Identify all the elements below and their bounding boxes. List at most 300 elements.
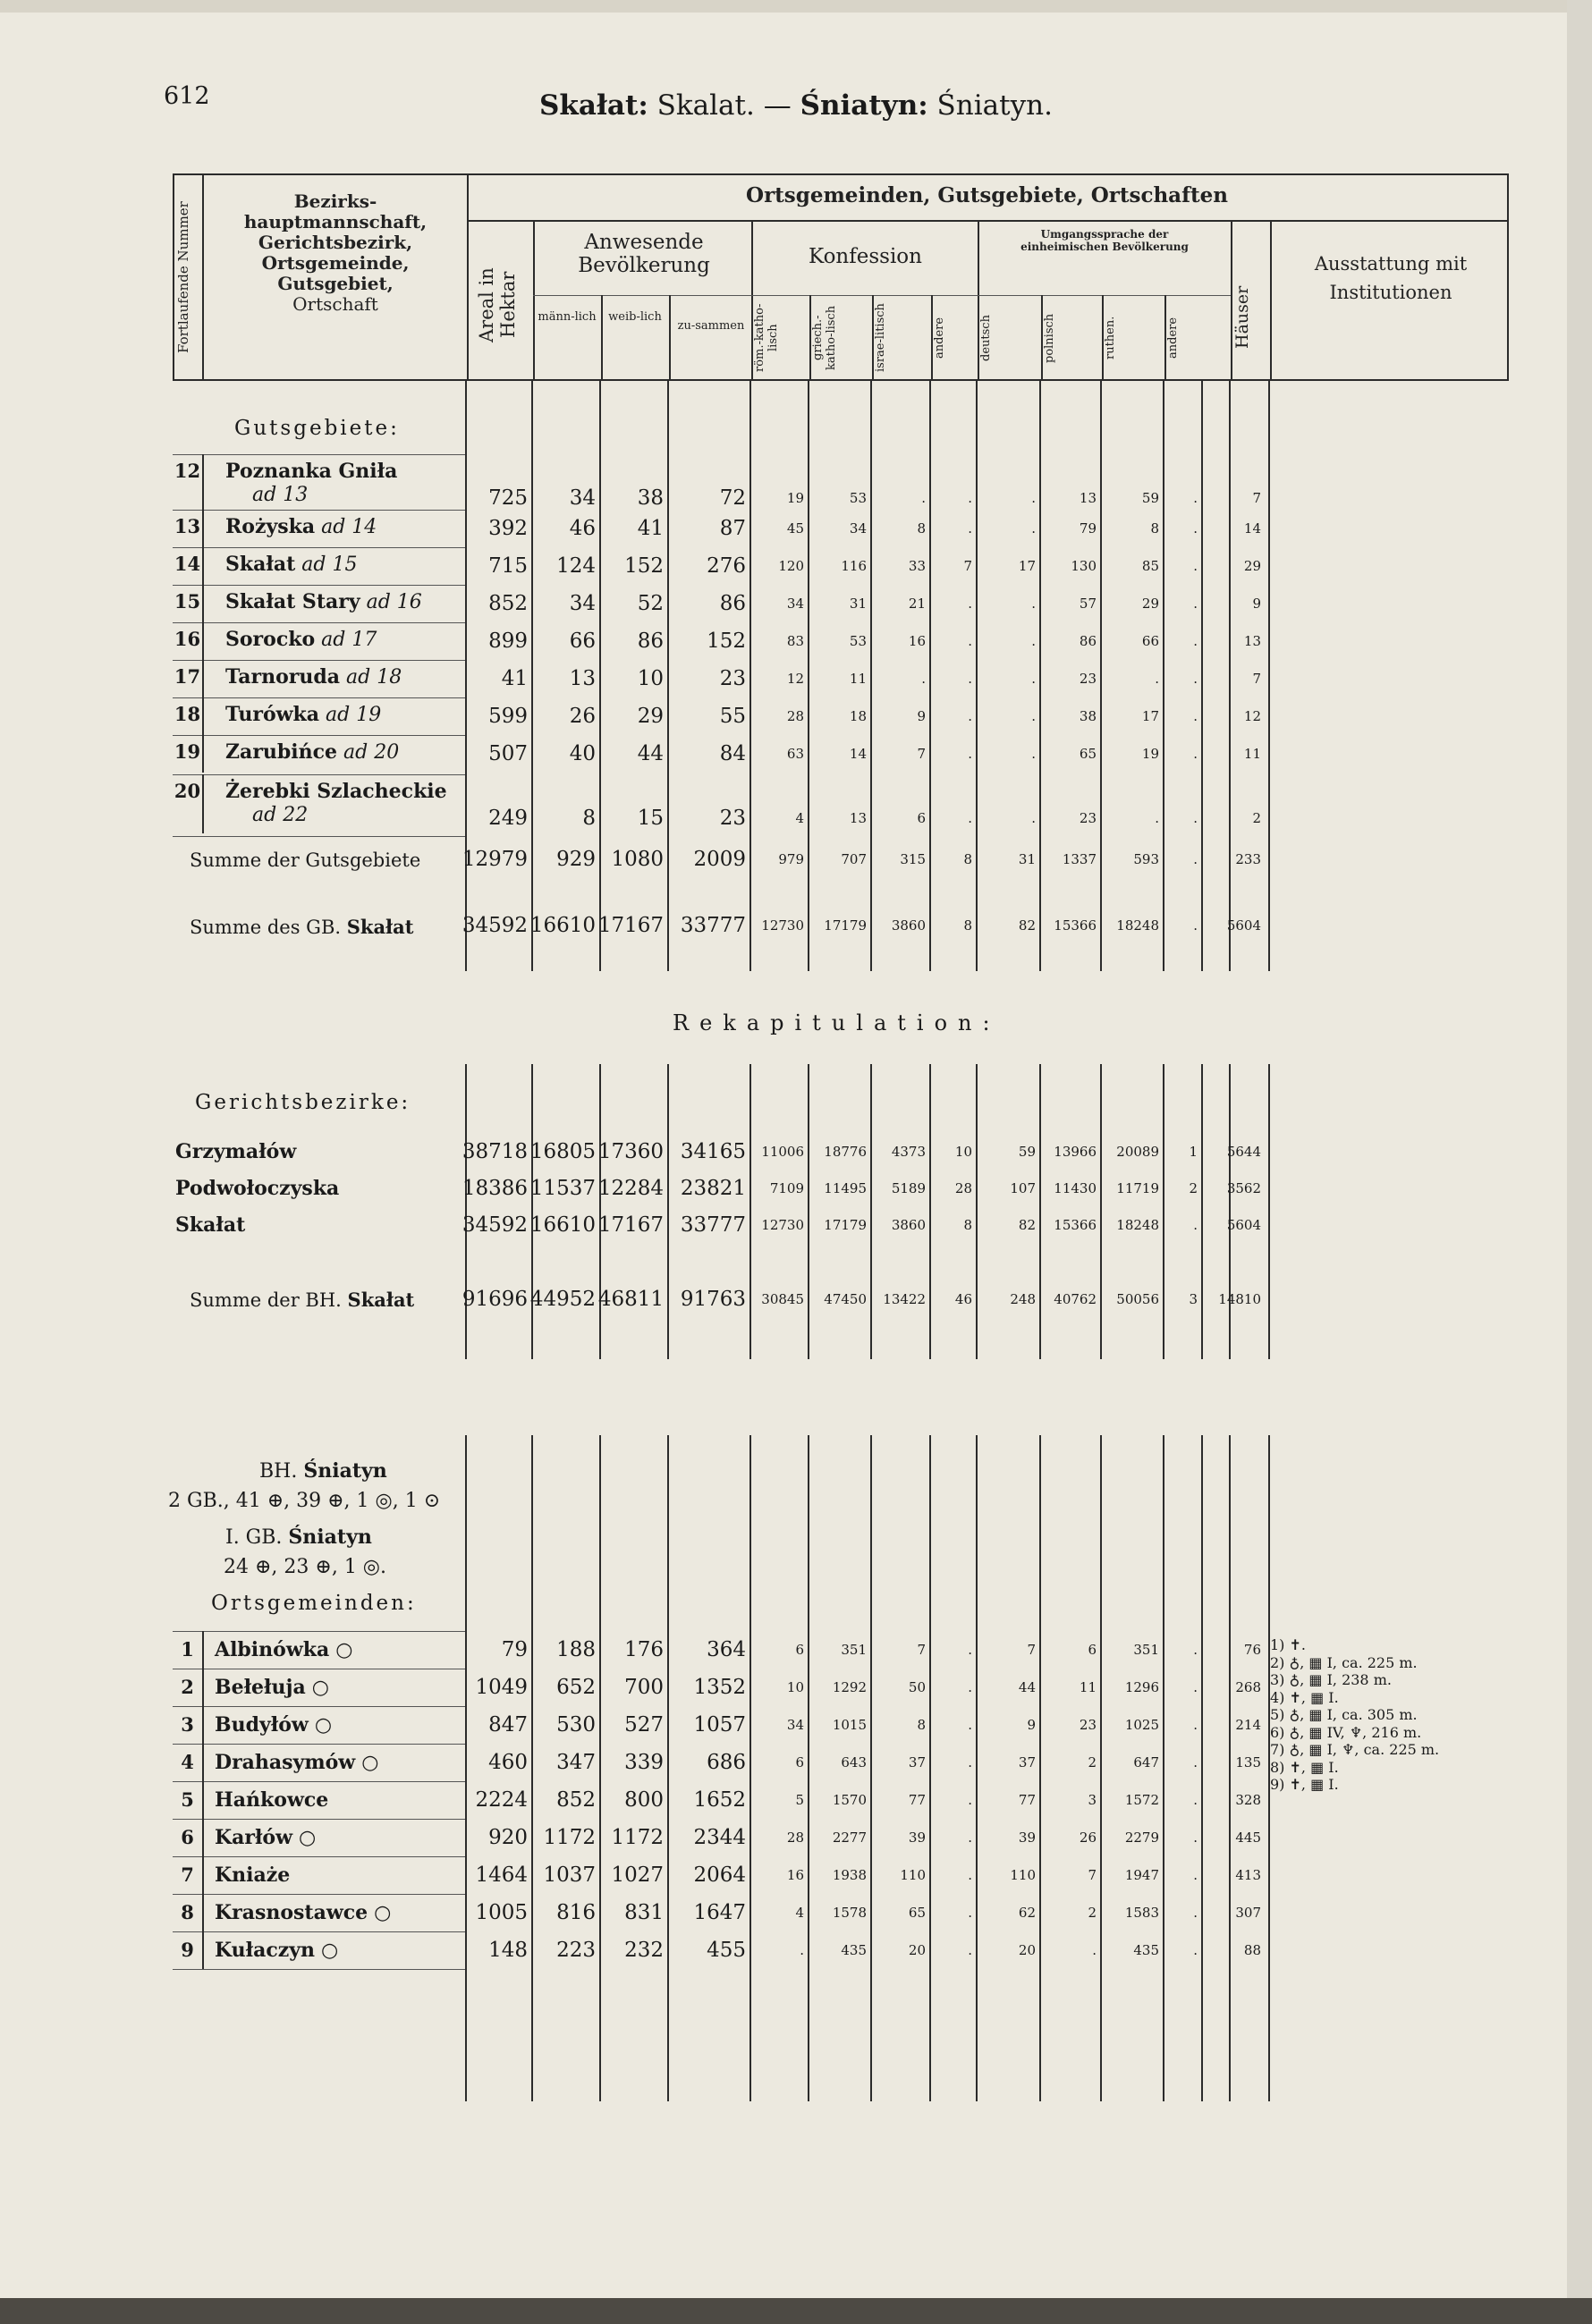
cell-isr: 9 [917, 708, 926, 724]
cell-pl: 26 [1079, 1830, 1097, 1846]
cell-griech: 1292 [832, 1679, 867, 1695]
row-number: 14 [174, 553, 201, 575]
cell-ru: 1572 [1124, 1792, 1159, 1808]
cell-isr: . [921, 671, 926, 687]
cell-and: 8 [963, 917, 972, 934]
cell-roem: 63 [786, 746, 804, 762]
cell-w: 38 [637, 486, 664, 510]
table-left-rule [173, 173, 174, 381]
cell-roem: 28 [786, 1830, 804, 1846]
cell-isr: 8 [917, 520, 926, 537]
row-nr-rule [202, 697, 204, 735]
cell-and: 8 [963, 1217, 972, 1233]
cell-and2: . [1193, 1217, 1198, 1233]
cell-griech: 18 [849, 708, 867, 724]
cell-ru: 59 [1141, 490, 1159, 506]
cell-pl: 13966 [1054, 1144, 1097, 1160]
gutsgebiete-label: Gutsgebiete: [234, 417, 400, 440]
rule-w [669, 295, 671, 381]
cell-m: 1037 [543, 1863, 596, 1887]
cell-and2: 1 [1189, 1144, 1198, 1160]
cell-haus: 268 [1235, 1679, 1261, 1695]
cell-areal: 1049 [475, 1676, 528, 1699]
cell-ru: 2279 [1124, 1830, 1159, 1846]
cell-and2: . [1193, 520, 1198, 537]
cell-areal: 1005 [475, 1901, 528, 1924]
cell-de: 9 [1027, 1717, 1036, 1733]
row-number: 8 [181, 1901, 194, 1923]
cell-and: . [968, 810, 972, 826]
body-rule-isr-2 [929, 1064, 931, 1359]
cell-z: 23 [719, 807, 746, 830]
row-name [215, 1901, 391, 1924]
cell-z: 86 [719, 592, 746, 615]
cell-m: 16805 [529, 1140, 596, 1163]
cell-m: 188 [556, 1638, 596, 1661]
body-rule-haeuser-1 [1268, 381, 1270, 971]
header-anwesende: Anwesende Bevölkerung [578, 231, 710, 278]
cell-areal: 725 [488, 486, 528, 510]
cell-isr: 65 [908, 1905, 926, 1921]
cell-w: 339 [624, 1751, 664, 1774]
cross-ref: ad 16 [360, 591, 422, 613]
running-title: Skałat: Skalat. — Śniatyn: Śniatyn. [539, 89, 1053, 122]
cell-de: 20 [1018, 1942, 1036, 1958]
row-nr-rule [202, 622, 204, 660]
row-number: 19 [174, 740, 201, 763]
cell-isr: 4373 [891, 1144, 926, 1160]
row-rule [173, 547, 465, 548]
cell-and2: . [1193, 596, 1198, 612]
row-rule [173, 1819, 465, 1820]
row-name: Skałat [175, 1213, 246, 1237]
cell-and: . [968, 520, 972, 537]
cell-areal: 847 [488, 1713, 528, 1737]
cell-haus: 233 [1235, 851, 1261, 867]
row-nr-rule [202, 547, 204, 585]
cell-m: 530 [556, 1713, 596, 1737]
cell-isr: 315 [900, 851, 926, 867]
body-rule-w-3 [667, 1435, 669, 2101]
cell-w: 700 [624, 1676, 664, 1699]
cell-and2: . [1193, 708, 1198, 724]
row-rule [173, 1856, 465, 1857]
circle-icon: ○ [315, 1939, 339, 1962]
row-number: 16 [174, 628, 201, 650]
rule-summe-guts [173, 836, 465, 837]
cell-ru: 18248 [1116, 1217, 1159, 1233]
cell-roem: 4 [795, 1905, 804, 1921]
cell-roem: 12 [786, 671, 804, 687]
cell-m: 852 [556, 1788, 596, 1812]
place-name: Krasnostawce [215, 1901, 368, 1924]
cell-de: 44 [1018, 1679, 1036, 1695]
row-number: 20 [174, 780, 201, 802]
row-nr-rule [202, 1894, 204, 1931]
cell-roem: 34 [786, 1717, 804, 1733]
cell-griech: 18776 [824, 1144, 867, 1160]
cell-ru: 11719 [1116, 1180, 1159, 1196]
cell-isr: 37 [908, 1754, 926, 1770]
cell-and: 10 [954, 1144, 972, 1160]
row-rule [173, 1969, 465, 1970]
cell-griech: 14 [849, 746, 867, 762]
cell-griech: 435 [841, 1942, 867, 1958]
cell-de: 7 [1027, 1642, 1036, 1658]
row-name [225, 780, 447, 826]
cell-w: 831 [624, 1901, 664, 1924]
cell-areal: 148 [488, 1939, 528, 1962]
body-rule-areal-2 [531, 1064, 533, 1359]
place-name: Tarnoruda [225, 665, 341, 689]
cell-m: 26 [569, 705, 596, 728]
place-name: Karłów [215, 1826, 293, 1849]
row-rule [173, 1631, 465, 1632]
cell-roem: 6 [795, 1642, 804, 1658]
header-umgangssprache: Umgangssprache der einheimischen Bevölkerung [1020, 228, 1189, 253]
note: 5) ♁, ▦ I, ca. 305 m. [1270, 1706, 1418, 1723]
cell-m: 44952 [529, 1288, 596, 1311]
cell-w: 17360 [597, 1140, 664, 1163]
cell-and2: . [1193, 671, 1198, 687]
cell-isr: 16 [908, 633, 926, 649]
cell-areal: 507 [488, 742, 528, 765]
place-name: Kułaczyn [215, 1939, 316, 1962]
body-rule-m-2 [599, 1064, 601, 1359]
cell-and2: . [1193, 1754, 1198, 1770]
cell-and: . [968, 633, 972, 649]
cell-w: 17167 [597, 914, 664, 937]
cell-z: 87 [719, 517, 746, 540]
cell-haus: 5604 [1226, 917, 1261, 934]
cell-and2: . [1193, 633, 1198, 649]
row-name [225, 553, 357, 576]
cell-m: 652 [556, 1676, 596, 1699]
cell-and2: . [1193, 1905, 1198, 1921]
cell-ru: 85 [1141, 558, 1159, 574]
row-name [225, 665, 402, 689]
cell-and2: . [1193, 810, 1198, 826]
cell-roem: . [800, 1942, 804, 1958]
ausstattung-notes [1270, 1636, 1439, 1794]
cell-griech: 643 [841, 1754, 867, 1770]
body-rule-w-1 [667, 381, 669, 971]
row-rule [173, 622, 465, 623]
cell-and: . [968, 746, 972, 762]
cell-z: 33777 [680, 914, 746, 937]
cell-griech: 53 [849, 633, 867, 649]
row-nr-rule [202, 585, 204, 622]
header-konfession: Konfession [809, 245, 922, 268]
cell-pl: 23 [1079, 671, 1097, 687]
gb-sniatyn-summary: 24 ⊕, 23 ⊕, 1 ◎. [224, 1556, 386, 1578]
cell-areal: 599 [488, 705, 528, 728]
cell-ru: . [1155, 810, 1159, 826]
row-nr-rule [202, 1669, 204, 1706]
place-name: Budyłów [215, 1713, 309, 1737]
cell-areal: 899 [488, 630, 528, 653]
gb-sniatyn-title: I. GB. Śniatyn [225, 1525, 372, 1549]
cell-w: 12284 [597, 1177, 664, 1200]
cell-de: . [1031, 671, 1036, 687]
row-rule [173, 660, 465, 661]
row-number: 13 [174, 515, 201, 537]
note: 1) ✝. [1270, 1636, 1306, 1653]
place-name: Bełełuja [215, 1676, 306, 1699]
cell-isr: 6 [917, 810, 926, 826]
row-nr-rule [202, 774, 204, 833]
cell-pl: 2 [1088, 1905, 1097, 1921]
row-number: 9 [181, 1939, 194, 1961]
cell-z: 152 [707, 630, 746, 653]
cell-haus: 445 [1235, 1830, 1261, 1846]
cell-haus: 13 [1243, 633, 1261, 649]
place-name: Poznanka Gniła [225, 460, 398, 483]
header-areal: Areal in Hektar [476, 267, 519, 342]
cell-haus: 7 [1252, 490, 1261, 506]
cell-z: 33777 [680, 1213, 746, 1237]
cell-griech: 1938 [832, 1867, 867, 1883]
rule-orts-under [467, 220, 1507, 222]
cell-roem: 28 [786, 708, 804, 724]
row-name [215, 1751, 378, 1774]
cell-haus: 307 [1235, 1905, 1261, 1921]
row-name [215, 1788, 328, 1812]
table-right-rule [1507, 173, 1509, 381]
cell-and: 28 [954, 1180, 972, 1196]
cell-m: 124 [556, 554, 596, 578]
body-rule-and2-2 [1201, 1064, 1203, 1359]
row-rule [173, 697, 465, 698]
cell-pl: 86 [1079, 633, 1097, 649]
cross-ref: ad 22 [252, 804, 309, 826]
cell-haus: 5644 [1226, 1144, 1261, 1160]
cell-and: . [968, 671, 972, 687]
circle-icon: ○ [308, 1714, 333, 1737]
cell-haus: 7 [1252, 671, 1261, 687]
cell-and: . [968, 1830, 972, 1846]
cell-ru: 351 [1133, 1642, 1159, 1658]
cross-ref: ad 19 [319, 704, 382, 726]
cross-ref: ad 15 [295, 554, 358, 576]
cell-pl: 23 [1079, 810, 1097, 826]
cell-m: 16610 [529, 914, 596, 937]
cell-areal: 38718 [462, 1140, 528, 1163]
cell-de: . [1031, 596, 1036, 612]
row-name [215, 1863, 290, 1887]
cell-and2: . [1193, 1942, 1198, 1958]
cell-and2: . [1193, 558, 1198, 574]
cell-w: 232 [624, 1939, 664, 1962]
cell-ru: 20089 [1116, 1144, 1159, 1160]
row-name [215, 1676, 329, 1699]
cell-and: 8 [963, 851, 972, 867]
header-ruthen: ruthen. [1104, 316, 1117, 360]
cell-areal: 249 [488, 807, 528, 830]
cell-pl: 15366 [1054, 1217, 1097, 1233]
cell-and2: . [1193, 917, 1198, 934]
cell-and: 46 [954, 1291, 972, 1307]
cross-ref: ad 17 [315, 629, 377, 651]
body-rule-de-2 [1039, 1064, 1041, 1359]
cell-pl: 40762 [1054, 1291, 1097, 1307]
cell-griech: 2277 [832, 1830, 867, 1846]
cell-isr: 8 [917, 1717, 926, 1733]
cell-and2: . [1193, 1792, 1198, 1808]
place-name: Hańkowce [215, 1788, 329, 1812]
cross-ref: ad 13 [252, 484, 309, 506]
cell-de: 82 [1018, 917, 1036, 934]
cell-ru: 435 [1133, 1942, 1159, 1958]
row-name [225, 460, 397, 506]
cell-z: 1057 [693, 1713, 746, 1737]
cell-z: 23 [719, 667, 746, 690]
cell-ru: 17 [1141, 708, 1159, 724]
cell-haus: 328 [1235, 1792, 1261, 1808]
row-number: 1 [181, 1638, 194, 1661]
cell-haus: 29 [1243, 558, 1261, 574]
place-name: Kniaże [215, 1863, 291, 1887]
cell-pl: 38 [1079, 708, 1097, 724]
cell-pl: 3 [1088, 1792, 1097, 1808]
row-nr-rule [202, 510, 204, 547]
cell-isr: 39 [908, 1830, 926, 1846]
page-edge-top [0, 0, 1592, 13]
row-nr-rule [202, 735, 204, 773]
cell-de: 17 [1018, 558, 1036, 574]
cell-z: 2344 [693, 1826, 746, 1849]
cell-w: 41 [637, 517, 664, 540]
row-number: 5 [181, 1788, 194, 1811]
cell-and: . [968, 1792, 972, 1808]
cell-de: . [1031, 633, 1036, 649]
cell-ru: 1947 [1124, 1867, 1159, 1883]
cell-griech: 11 [849, 671, 867, 687]
place-name: Żerebki Szlacheckie [225, 780, 447, 803]
cell-griech: 707 [841, 851, 867, 867]
row-name [215, 1826, 316, 1849]
cell-haus: 9 [1252, 596, 1261, 612]
cell-m: 8 [582, 807, 596, 830]
body-rule-bezirk-2 [465, 1064, 467, 1359]
cross-ref: ad 20 [337, 741, 400, 764]
cell-haus: 12 [1243, 708, 1261, 724]
body-rule-haeuser-2 [1268, 1064, 1270, 1359]
note: 9) ✝, ▦ I. [1270, 1776, 1339, 1793]
header-israel: israe-litisch [874, 303, 887, 373]
cell-areal: 920 [488, 1826, 528, 1849]
cell-m: 16610 [529, 1213, 596, 1237]
row-nr-rule [202, 1931, 204, 1969]
cell-isr: . [921, 490, 926, 506]
cell-w: 86 [637, 630, 664, 653]
cell-pl: 130 [1071, 558, 1097, 574]
cell-ru: 8 [1150, 520, 1159, 537]
cell-pl: 13 [1079, 490, 1097, 506]
cell-isr: 50 [908, 1679, 926, 1695]
cell-ru: 1025 [1124, 1717, 1159, 1733]
cell-de: . [1031, 708, 1036, 724]
cell-w: 44 [637, 742, 664, 765]
cell-w: 10 [637, 667, 664, 690]
cell-isr: 7 [917, 746, 926, 762]
cell-areal: 460 [488, 1751, 528, 1774]
rekapitulation-title: Rekapitulation: [673, 1010, 1001, 1035]
cell-z: 276 [707, 554, 746, 578]
cell-z: 23821 [680, 1177, 746, 1200]
cell-isr: 33 [908, 558, 926, 574]
cell-griech: 17179 [824, 917, 867, 934]
cell-haus: 5604 [1226, 1217, 1261, 1233]
place-name: Skałat Stary [225, 590, 360, 613]
cell-and2: . [1193, 1679, 1198, 1695]
cell-m: 40 [569, 742, 596, 765]
body-rule-pl-2 [1100, 1064, 1102, 1359]
cell-z: 455 [707, 1939, 746, 1962]
body-rule-z-2 [749, 1064, 751, 1359]
header-roem: röm.-katho-lisch [753, 303, 780, 373]
cell-pl: 11 [1079, 1679, 1097, 1695]
cell-areal: 2224 [475, 1788, 528, 1812]
cell-ru: 1583 [1124, 1905, 1159, 1921]
cell-isr: 3860 [891, 1217, 926, 1233]
bh-sniatyn-summary: 2 GB., 41 ⊕, 39 ⊕, 1 ◎, 1 ⊙ [168, 1490, 441, 1512]
cell-z: 55 [719, 705, 746, 728]
row-name [225, 628, 377, 651]
cell-de: 59 [1018, 1144, 1036, 1160]
row-rule [173, 510, 465, 511]
cell-ru: 647 [1133, 1754, 1159, 1770]
cell-ru: 593 [1133, 851, 1159, 867]
row-name [225, 590, 422, 613]
cell-areal: 91696 [462, 1288, 528, 1311]
cell-griech: 11495 [824, 1180, 867, 1196]
cell-m: 66 [569, 630, 596, 653]
cell-z: 1647 [693, 1901, 746, 1924]
cell-and: . [968, 1642, 972, 1658]
page-edge-right [1567, 0, 1592, 2324]
row-name: Podwołoczyska [175, 1177, 340, 1200]
cell-z: 91763 [680, 1288, 746, 1311]
cell-pl: . [1092, 1942, 1097, 1958]
cell-pl: 2 [1088, 1754, 1097, 1770]
row-name [215, 1638, 352, 1661]
row-nr-rule [202, 1744, 204, 1781]
page-number: 612 [164, 82, 210, 110]
cell-isr: 20 [908, 1942, 926, 1958]
cell-haus: 76 [1243, 1642, 1261, 1658]
cell-z: 1352 [693, 1676, 746, 1699]
cell-ru: 18248 [1116, 917, 1159, 934]
cell-and: . [968, 708, 972, 724]
header-fortlaufende: Fortlaufende Nummer [175, 201, 191, 353]
cell-areal: 18386 [462, 1177, 528, 1200]
cell-griech: 351 [841, 1642, 867, 1658]
cell-roem: 16 [786, 1867, 804, 1883]
cell-haus: 135 [1235, 1754, 1261, 1770]
cell-de: . [1031, 490, 1036, 506]
cell-griech: 53 [849, 490, 867, 506]
cell-and: . [968, 596, 972, 612]
cell-w: 176 [624, 1638, 664, 1661]
row-number: 2 [181, 1676, 194, 1698]
row-rule [173, 774, 465, 775]
body-rule-roem-2 [808, 1064, 809, 1359]
cell-roem: 45 [786, 520, 804, 537]
header-bottom-rule [173, 379, 1507, 381]
cell-and: . [968, 1717, 972, 1733]
cell-ru: 19 [1141, 746, 1159, 762]
